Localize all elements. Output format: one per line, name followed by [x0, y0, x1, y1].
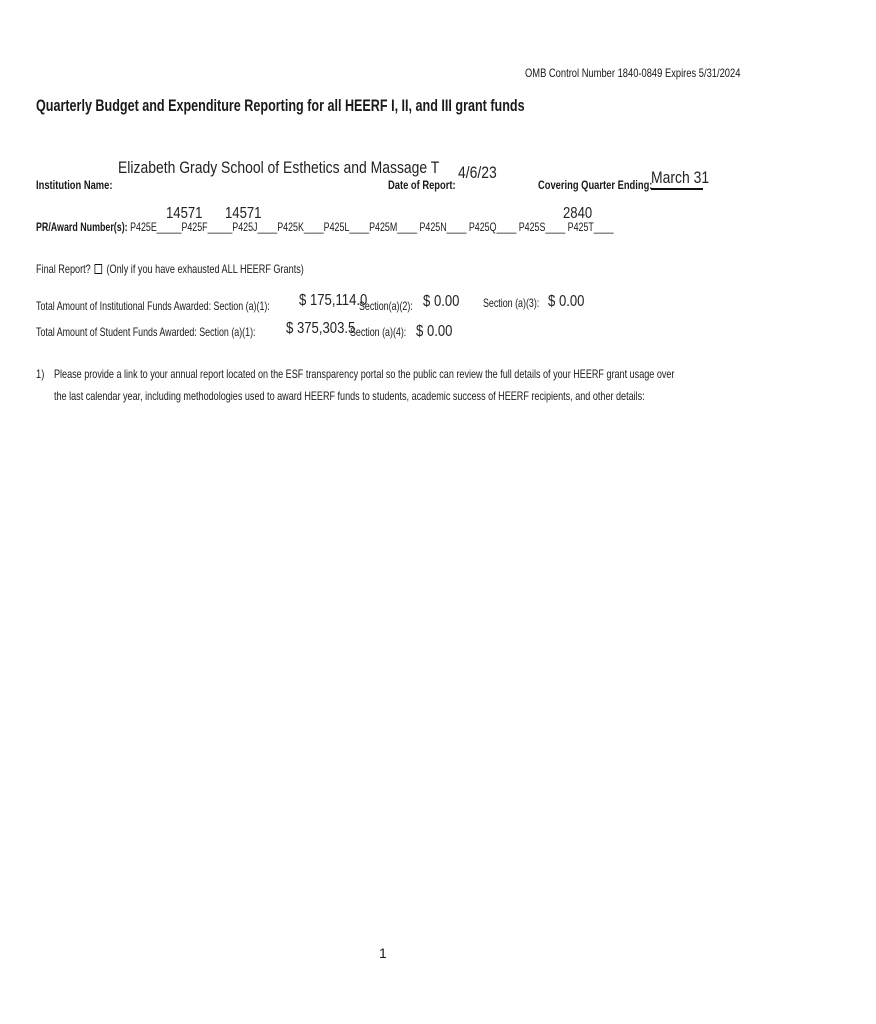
award-p425f: P425F_____: [181, 220, 233, 234]
award-p425e-field[interactable]: 14571: [166, 205, 203, 222]
section-a2-field[interactable]: $ 0.00: [423, 293, 460, 310]
award-label: PR/Award Number(s):: [36, 220, 128, 234]
page-number: 1: [379, 945, 387, 961]
section-a3-label: Section (a)(3):: [483, 296, 540, 310]
award-p425l: P425L____: [323, 220, 370, 234]
final-report-label: Final Report?: [36, 262, 91, 276]
student-funds-label: Total Amount of Student Funds Awarded: Section (a)(1):: [36, 325, 256, 339]
award-p425q: P425Q____: [468, 220, 517, 234]
section-a4-label: Section (a)(4):: [350, 325, 407, 339]
final-report-row: [36, 262, 388, 276]
covering-quarter-field[interactable]: March 31: [651, 168, 703, 190]
final-report-note: (Only if you have exhausted ALL HEERF Grants): [106, 262, 304, 276]
page-title: Quarterly Budget and Expenditure Reporting for all HEERF I, II, and III grant funds: [36, 96, 525, 115]
section-a3-field[interactable]: $ 0.00: [548, 293, 585, 310]
institution-name-label: Institution Name:: [36, 178, 113, 192]
covering-quarter-label: Covering Quarter Ending:: [538, 178, 653, 192]
student-funds-field[interactable]: $ 375,303.5: [286, 320, 356, 337]
date-of-report-field[interactable]: 4/6/23: [458, 163, 497, 182]
award-p425m: P425M____: [369, 220, 418, 234]
award-p425j: P425J____: [232, 220, 278, 234]
date-of-report-label: Date of Report:: [388, 178, 456, 192]
question-1-line-1: Please provide a link to your annual report located on the ESF transparency portal so the public can review the full details of your HEERF grant usage over: [54, 367, 675, 381]
award-p425q-field[interactable]: 2840: [563, 205, 593, 222]
award-p425e: P425E_____: [130, 220, 182, 234]
section-a2-label: Section(a)(2):: [359, 299, 413, 313]
question-1-number: 1): [36, 367, 45, 381]
award-p425k: P425K____: [277, 220, 324, 234]
award-p425n: P425N____: [419, 220, 467, 234]
institutional-funds-label: Total Amount of Institutional Funds Awarded: Section (a)(1):: [36, 299, 270, 313]
award-p425t: P425T____: [567, 220, 614, 234]
award-p425s: P425S____: [518, 220, 566, 234]
award-p425f-field[interactable]: 14571: [225, 205, 262, 222]
section-a4-field[interactable]: $ 0.00: [416, 323, 453, 340]
omb-control-number: OMB Control Number 1840-0849 Expires 5/31/2024: [525, 66, 741, 80]
institution-name-field[interactable]: Elizabeth Grady School of Esthetics and Massage T: [118, 158, 440, 177]
question-1-line-2: the last calendar year, including methodologies used to award HEERF funds to students, academic success of HEERF recipients, and other details:: [54, 389, 645, 403]
institutional-funds-field[interactable]: $ 175,114.0: [299, 292, 368, 309]
final-report-checkbox[interactable]: [95, 264, 103, 274]
award-row: [36, 220, 817, 234]
